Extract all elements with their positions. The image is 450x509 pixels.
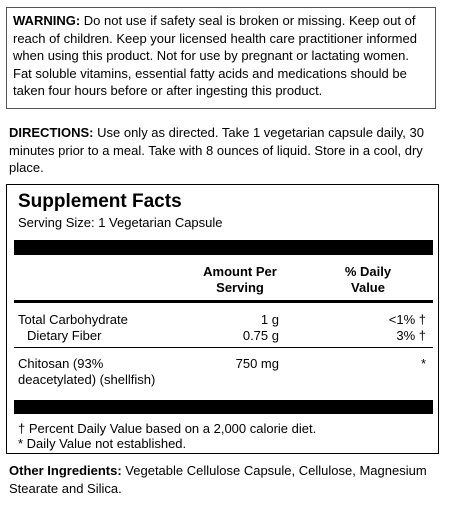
footnote-percent-dv: † Percent Daily Value based on a 2,000 calorie diet. (18, 421, 317, 436)
nutrient-daily-value: * (420, 356, 426, 371)
supplement-facts-panel (6, 184, 439, 454)
nutrient-daily-value: 3% † (396, 328, 426, 343)
nutrient-name: Total Carbohydrate (18, 312, 128, 327)
amount-header-line1: Amount Per (203, 264, 277, 279)
nutrient-name: Dietary Fiber (27, 328, 102, 343)
nutrient-daily-value: <1% † (388, 312, 426, 327)
nutrient-amount: 0.75 g (242, 328, 279, 343)
dv-header-line1: % Daily (344, 264, 392, 279)
warning-text: Do not use if safety seal is broken or missing. Keep out of reach of children. Keep your licensed health care practitioner informed when using this product. Not for use by pregnant or lactating women. Fat soluble vitamins, essential fatty acids and medications should be taken four hours before or after ingesting this product. (13, 13, 417, 99)
nutrient-amount: 750 mg (235, 356, 279, 371)
warning-box (6, 7, 436, 109)
bottom-thick-bar (14, 400, 433, 414)
dv-header-line2: Value (351, 280, 385, 295)
nutrient-name-line2: deacetylated) (shellfish) (18, 372, 156, 387)
warning-label: WARNING: (13, 13, 81, 28)
amount-header-line2: Serving (216, 280, 264, 295)
directions-label: DIRECTIONS: (9, 125, 94, 140)
directions-text: Use only as directed. Take 1 vegetarian capsule daily, 30 minutes prior to a meal. Take with 8 ounces of liquid. Store in a cool, dry place. (9, 125, 424, 175)
serving-size: Serving Size: 1 Vegetarian Capsule (18, 215, 223, 230)
other-ingredients-section (9, 462, 439, 497)
supplement-facts-title: Supplement Facts (18, 191, 182, 212)
row-divider (14, 347, 433, 348)
nutrient-amount: 1 g (260, 312, 279, 327)
header-rule (14, 300, 433, 303)
top-thick-bar (14, 240, 433, 255)
amount-per-serving-header (195, 264, 285, 296)
daily-value-header (323, 264, 413, 296)
other-ingredients-label: Other Ingredients: (9, 463, 122, 478)
directions-section (9, 124, 439, 177)
footnote-dv-not-established: * Daily Value not established. (18, 436, 187, 451)
nutrient-name-line1: Chitosan (93% (18, 356, 104, 371)
other-ingredients-text: Vegetable Cellulose Capsule, Cellulose, Magnesium Stearate and Silica. (9, 463, 427, 496)
